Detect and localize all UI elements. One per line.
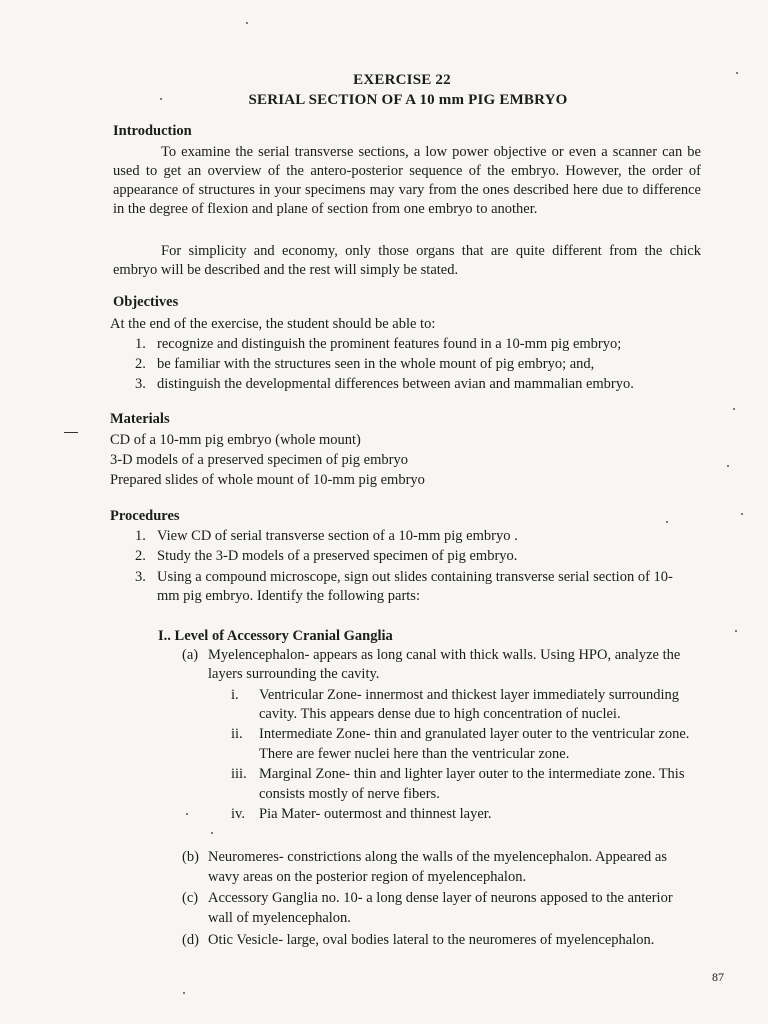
objective-text: distinguish the developmental differences between avian and mammalian embryo. <box>157 376 634 392</box>
roman-text: Pia Mater- outermost and thinnest layer. <box>259 806 492 822</box>
item-text: Accessory Ganglia no. 10- a long dense layer of neurons apposed to the anterior <box>208 890 673 906</box>
procedure-item <box>135 588 420 605</box>
section-item-c <box>182 890 673 907</box>
objective-number: 2. <box>135 356 146 372</box>
roman-item <box>231 766 684 783</box>
roman-number: ii. <box>231 726 243 742</box>
objective-item <box>135 356 594 373</box>
item-label: (c) <box>182 890 199 906</box>
roman-text: Ventricular Zone- innermost and thickest layer immediately surrounding <box>259 687 679 703</box>
scan-speck <box>666 521 668 523</box>
procedure-item <box>135 569 673 586</box>
procedure-text: Study the 3-D models of a preserved specimen of pig embryo. <box>157 548 518 564</box>
item-label: (d) <box>182 932 199 948</box>
item-text-continued: wall of myelencephalon. <box>208 910 351 926</box>
scan-speck <box>735 630 737 632</box>
introduction-paragraph-2: For simplicity and economy, only those organs that are quite different from the chick embryo will be described and the rest will simply be stated. <box>113 243 701 278</box>
objectives-heading: Objectives <box>113 294 179 310</box>
procedure-text: mm pig embryo. Identify the following parts: <box>157 588 420 604</box>
scan-speck <box>160 98 162 100</box>
objective-item <box>135 376 634 393</box>
roman-text: Intermediate Zone- thin and granulated layer outer to the ventricular zone. <box>259 726 690 742</box>
objective-number: 1. <box>135 336 146 352</box>
scan-speck <box>246 22 248 24</box>
procedure-item <box>135 528 518 545</box>
section-item-d <box>182 932 654 949</box>
roman-text-continued: consists mostly of nerve fibers. <box>259 786 440 802</box>
objective-text: be familiar with the structures seen in the whole mount of pig embryo; and, <box>157 356 595 372</box>
roman-item <box>231 726 689 743</box>
procedure-item <box>135 548 517 565</box>
roman-number: iii. <box>231 766 247 782</box>
item-text: Otic Vesicle- large, oval bodies lateral to the neuromeres of myelencephalon. <box>208 932 655 948</box>
procedure-text: View CD of serial transverse section of a 10-mm pig embryo . <box>157 528 518 544</box>
exercise-number: EXERCISE 22 <box>353 72 451 88</box>
item-text-continued: layers surrounding the cavity. <box>208 666 380 682</box>
roman-item <box>231 806 491 823</box>
roman-number: i. <box>231 687 239 703</box>
scan-speck <box>741 513 743 515</box>
roman-text-continued: cavity. This appears dense due to high concentration of nuclei. <box>259 706 621 722</box>
item-text: Neuromeres- constrictions along the walls of the myelencephalon. Appeared as <box>208 849 668 865</box>
scan-speck <box>727 465 729 467</box>
procedure-text: Using a compound microscope, sign out slides containing transverse serial section of 10- <box>157 569 673 585</box>
exercise-title: SERIAL SECTION OF A 10 mm PIG EMBRYO <box>248 92 568 108</box>
objectives-lead: At the end of the exercise, the student should be able to: <box>110 316 436 332</box>
scan-mark <box>64 432 78 433</box>
material-item: 3-D models of a preserved specimen of pig embryo <box>110 452 408 468</box>
procedures-heading: Procedures <box>110 508 180 524</box>
item-label: (b) <box>182 849 199 865</box>
scan-speck <box>183 992 185 994</box>
procedure-number: 1. <box>135 528 146 544</box>
procedure-number: 2. <box>135 548 146 564</box>
scan-speck <box>186 813 188 815</box>
roman-text-continued: There are fewer nuclei here than the ventricular zone. <box>259 746 570 762</box>
item-label: (a) <box>182 647 199 663</box>
scan-speck <box>736 72 738 74</box>
material-item: CD of a 10-mm pig embryo (whole mount) <box>110 432 361 448</box>
roman-text: Marginal Zone- thin and lighter layer outer to the intermediate zone. This <box>259 766 685 782</box>
introduction-paragraph-1: To examine the serial transverse sections, a low power objective or even a scanner can be used to get an overview of the antero-posterior sequence of the embryo. However, the order of appearance of structures in your specimens may vary from the ones described here due to difference in the degree of flexion and plane of section from one embryo to another. <box>113 144 701 217</box>
objective-text: recognize and distinguish the prominent features found in a 10-mm pig embryo; <box>157 336 622 352</box>
materials-heading: Materials <box>110 411 170 427</box>
scan-speck <box>733 408 735 410</box>
section-heading: I.. Level of Accessory Cranial Ganglia <box>158 628 393 644</box>
item-text: Myelencephalon- appears as long canal with thick walls. Using HPO, analyze the <box>208 647 681 663</box>
material-item: Prepared slides of whole mount of 10-mm pig embryo <box>110 472 425 488</box>
introduction-heading: Introduction <box>113 123 192 139</box>
section-item-a <box>182 647 680 664</box>
scan-speck <box>211 832 213 834</box>
roman-item <box>231 687 679 704</box>
roman-number: iv. <box>231 806 245 822</box>
objective-item <box>135 336 621 353</box>
item-text-continued: wavy areas on the posterior region of myelencephalon. <box>208 869 527 885</box>
page-number: 87 <box>712 970 724 984</box>
objective-number: 3. <box>135 376 146 392</box>
section-item-b <box>182 849 667 866</box>
procedure-number: 3. <box>135 569 146 585</box>
